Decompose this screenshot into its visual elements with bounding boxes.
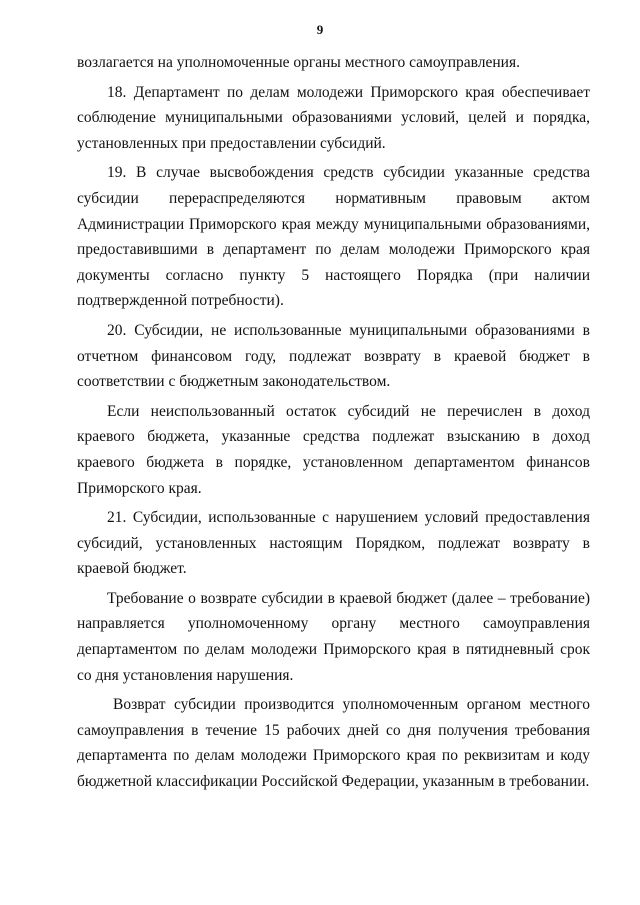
paragraph-unspent-balance: Если неиспользованный остаток субсидий не перечислен в доход краевого бюджета, указанные средства подлежат взысканию в доход краевого бюджета в порядке, установленном департаментом финансов Приморского края. [77, 402, 590, 497]
paragraph-refund-procedure: Возврат субсидии производится уполномоченным органом местного самоуправления в течение 15 рабочих дней со дня получения требования департамента по делам молодежи Приморского края по реквизитам и коду бюджетной классификации Российской Федерации, указанным в требовании. [77, 696, 590, 791]
paragraph-refund-demand: Требование о возврате субсидии в краевой бюджет (далее – требование) направляется уполномоченному органу местного самоуправления департаментом по делам молодежи Приморского края в пятидневный срок со дня установления нарушения. [77, 589, 590, 684]
page-number: 9 [316, 22, 324, 37]
paragraph-item-20: 20. Субсидии, не использованные муниципальными образованиями в отчетном финансовом году, подлежат возврату в краевой бюджет в соответствии с бюджетным законодательством. [77, 321, 590, 391]
paragraph-continuation: возлагается на уполномоченные органы местного самоуправления. [77, 54, 520, 71]
paragraph-item-18: 18. Департамент по делам молодежи Приморского края обеспечивает соблюдение муниципальными образованиями условий, целей и порядка, установленных при предоставлении субсидий. [77, 83, 590, 152]
document-body [77, 50, 590, 795]
paragraph-item-21: 21. Субсидии, использованные с нарушением условий предоставления субсидий, установленных настоящим Порядком, подлежат возврату в краевой бюджет. [77, 509, 590, 578]
paragraph-item-19: 19. В случае высвобождения средств субсидии указанные средства субсидии перераспределяются нормативным правовым актом Администрации Приморского края между муниципальными образованиями, предоставившими в департамент по делам молодежи Приморского края документы согласно пункту 5 настоящего Порядка (при наличии подтвержденной потребности). [77, 164, 590, 310]
